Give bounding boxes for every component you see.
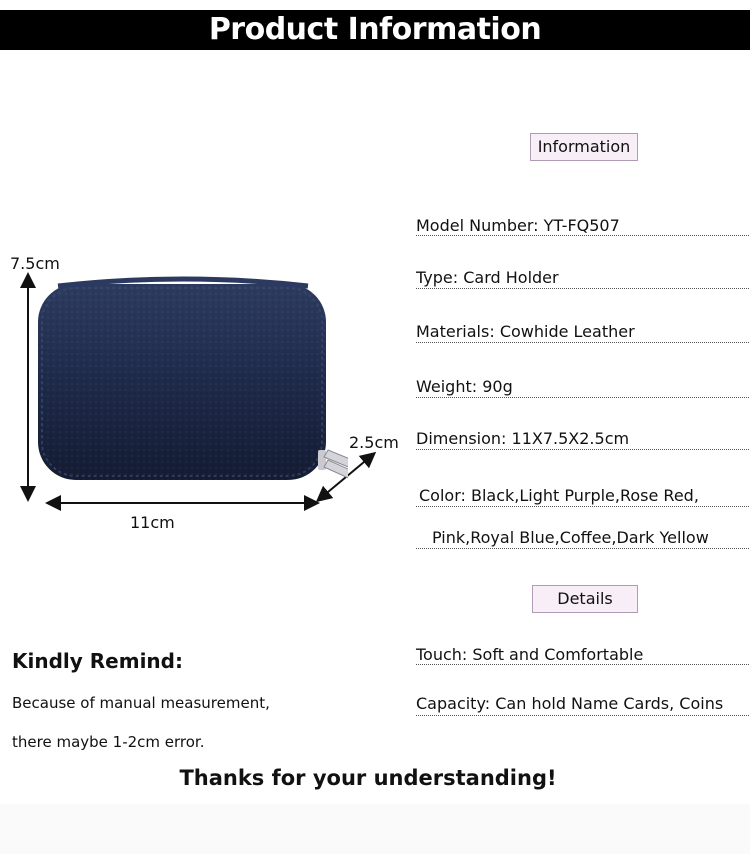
detail-touch: Touch: Soft and Comfortable: [416, 645, 644, 664]
spec-dimension: Dimension: 11X7.5X2.5cm: [416, 429, 630, 448]
height-label: 7.5cm: [10, 254, 60, 273]
spec-model-number: Model Number: YT-FQ507: [416, 216, 620, 235]
divider: [416, 397, 749, 398]
spec-materials: Materials: Cowhide Leather: [416, 322, 635, 341]
header-bar: [0, 10, 750, 50]
zipper-pull-icon: [318, 450, 348, 485]
divider: [416, 342, 749, 343]
divider: [416, 548, 749, 549]
remind-line-1: Because of manual measurement,: [12, 694, 270, 712]
divider: [416, 664, 749, 665]
spec-color-line2: Pink,Royal Blue,Coffee,Dark Yellow: [432, 528, 709, 547]
width-label: 11cm: [130, 513, 175, 532]
divider: [416, 715, 749, 716]
remind-line-2: there maybe 1-2cm error.: [12, 733, 205, 751]
information-label: Information: [530, 133, 638, 161]
page-title: Product Information: [208, 12, 542, 47]
divider: [416, 506, 749, 507]
details-label: Details: [532, 585, 638, 613]
wallet-image: [28, 262, 348, 492]
remind-title: Kindly Remind:: [12, 649, 183, 673]
depth-label: 2.5cm: [349, 433, 399, 452]
detail-capacity: Capacity: Can hold Name Cards, Coins: [416, 694, 724, 713]
divider: [416, 288, 749, 289]
divider: [416, 449, 749, 450]
divider: [416, 235, 749, 236]
spec-weight: Weight: 90g: [416, 377, 513, 396]
bottom-band: [0, 804, 750, 854]
spec-color-line1: Color: Black,Light Purple,Rose Red,: [419, 486, 699, 505]
thanks-message: Thanks for your understanding!: [179, 766, 557, 790]
spec-type: Type: Card Holder: [416, 268, 559, 287]
